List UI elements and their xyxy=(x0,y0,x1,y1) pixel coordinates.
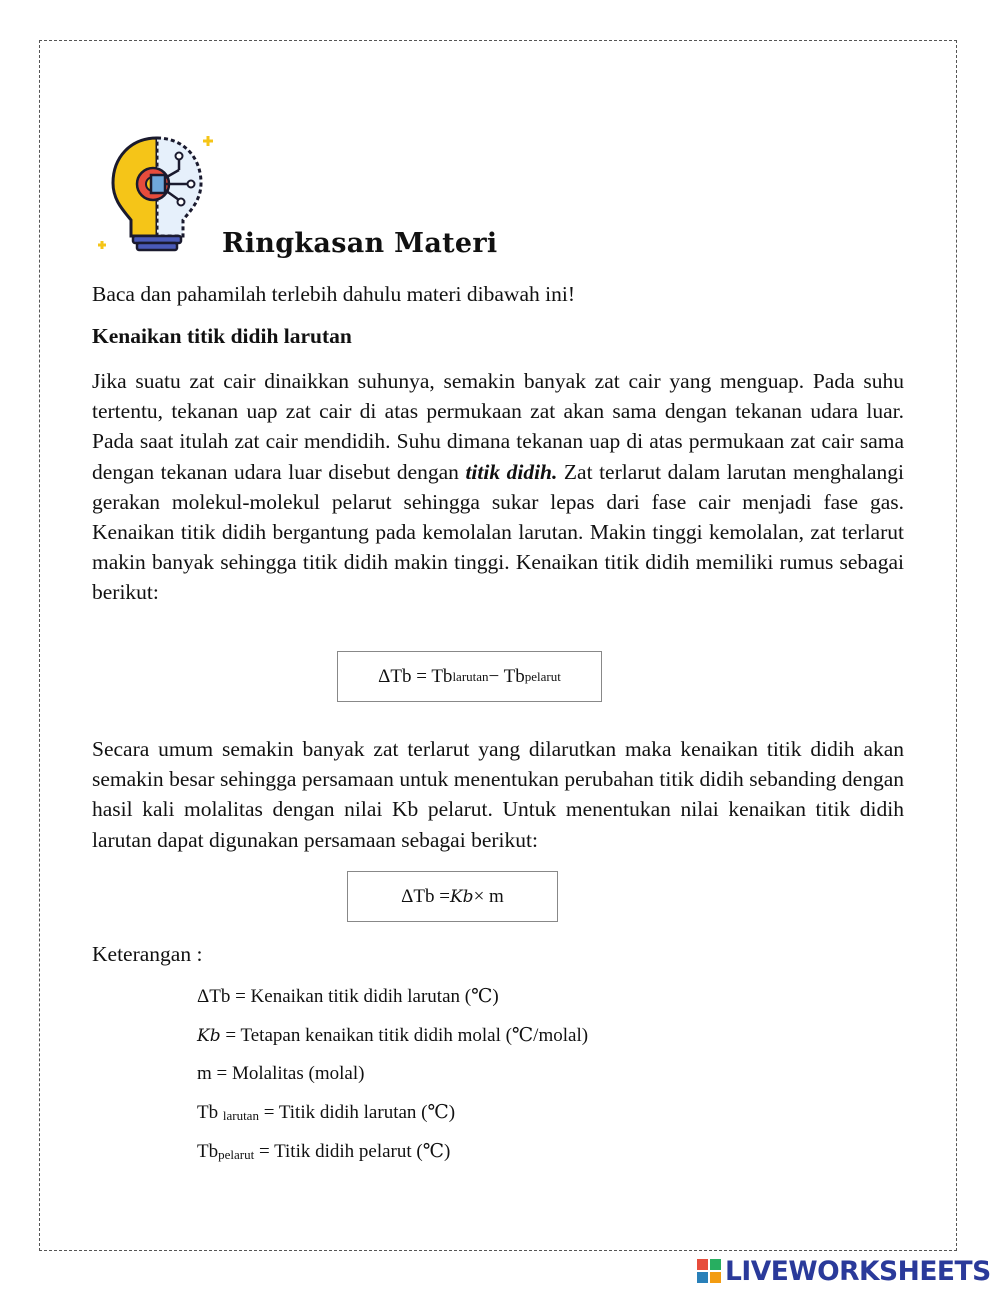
section-subtitle: Kenaikan titik didih larutan xyxy=(92,324,352,348)
formula-box-2: ΔTb = Kb × m xyxy=(347,871,558,922)
definition-tb-pelarut: $Tb_{pelarut}$ = Titik didih pelarut (℃) xyxy=(197,1141,451,1162)
emphasis-term: titik didih. xyxy=(465,459,558,484)
liveworksheets-logo xyxy=(697,1256,991,1286)
definition-tb-larutan: Tb $_{larutan}$ = Titik didih larutan (℃) xyxy=(197,1102,456,1123)
formula-box-1: ΔTb = Tb larutan − Tb pelarut xyxy=(337,651,602,702)
page-title: Ringkasan Materi xyxy=(222,228,498,259)
liveworksheets-brand-text: LIVEWORKSHEETS xyxy=(725,1255,991,1287)
keterangan-label: Keterangan : xyxy=(92,942,203,966)
liveworksheets-mark-icon xyxy=(697,1259,721,1283)
paragraph-molality: Secara umum semakin banyak zat terlarut yang dilarutkan maka kenaikan titik didih akan semakin besar sehingga persamaan untuk menentukan perubahan titik didih sebanding dengan hasil kali molalitas dengan nilai Kb pelarut. Untuk menentukan nilai kenaikan titik didih larutan dapat digunakan persamaan sebagai berikut: xyxy=(92,737,904,852)
definition-kb: Kb = Tetapan kenaikan titik didih molal (℃/molal) xyxy=(197,1025,589,1046)
intro-text: Baca dan pahamilah terlebih dahulu materi dibawah ini! xyxy=(92,282,575,306)
lightbulb-gear-icon xyxy=(95,128,220,258)
paragraph-boiling-point: Jika suatu zat cair dinaikkan suhunya, semakin banyak zat cair yang menguap. Pada suhu tertentu, tekanan uap zat cair di atas permukaan zat akan sama dengan tekanan udara luar. Pada saat itulah zat cair mendidih. Suhu dimana tekanan uap di atas permukaan zat cair sama dengan tekanan udara luar disebut dengan titik didih. Zat terlarut dalam larutan menghalangi gerakan molekul-molekul pelarut sehingga sukar lepas dari fase cair menjadi fase gas. Kenaikan titik didih bergantung pada kemolalan larutan. Makin tinggi kemolalan, zat terlarut makin banyak sehingga titik didih makin tinggi. Kenaikan titik didih memiliki rumus sebagai berikut: xyxy=(92,369,904,605)
definition-m: m = Molalitas (molal) xyxy=(197,1063,365,1084)
definition-delta-tb: ΔTb = Kenaikan titik didih larutan (℃) xyxy=(197,986,499,1007)
